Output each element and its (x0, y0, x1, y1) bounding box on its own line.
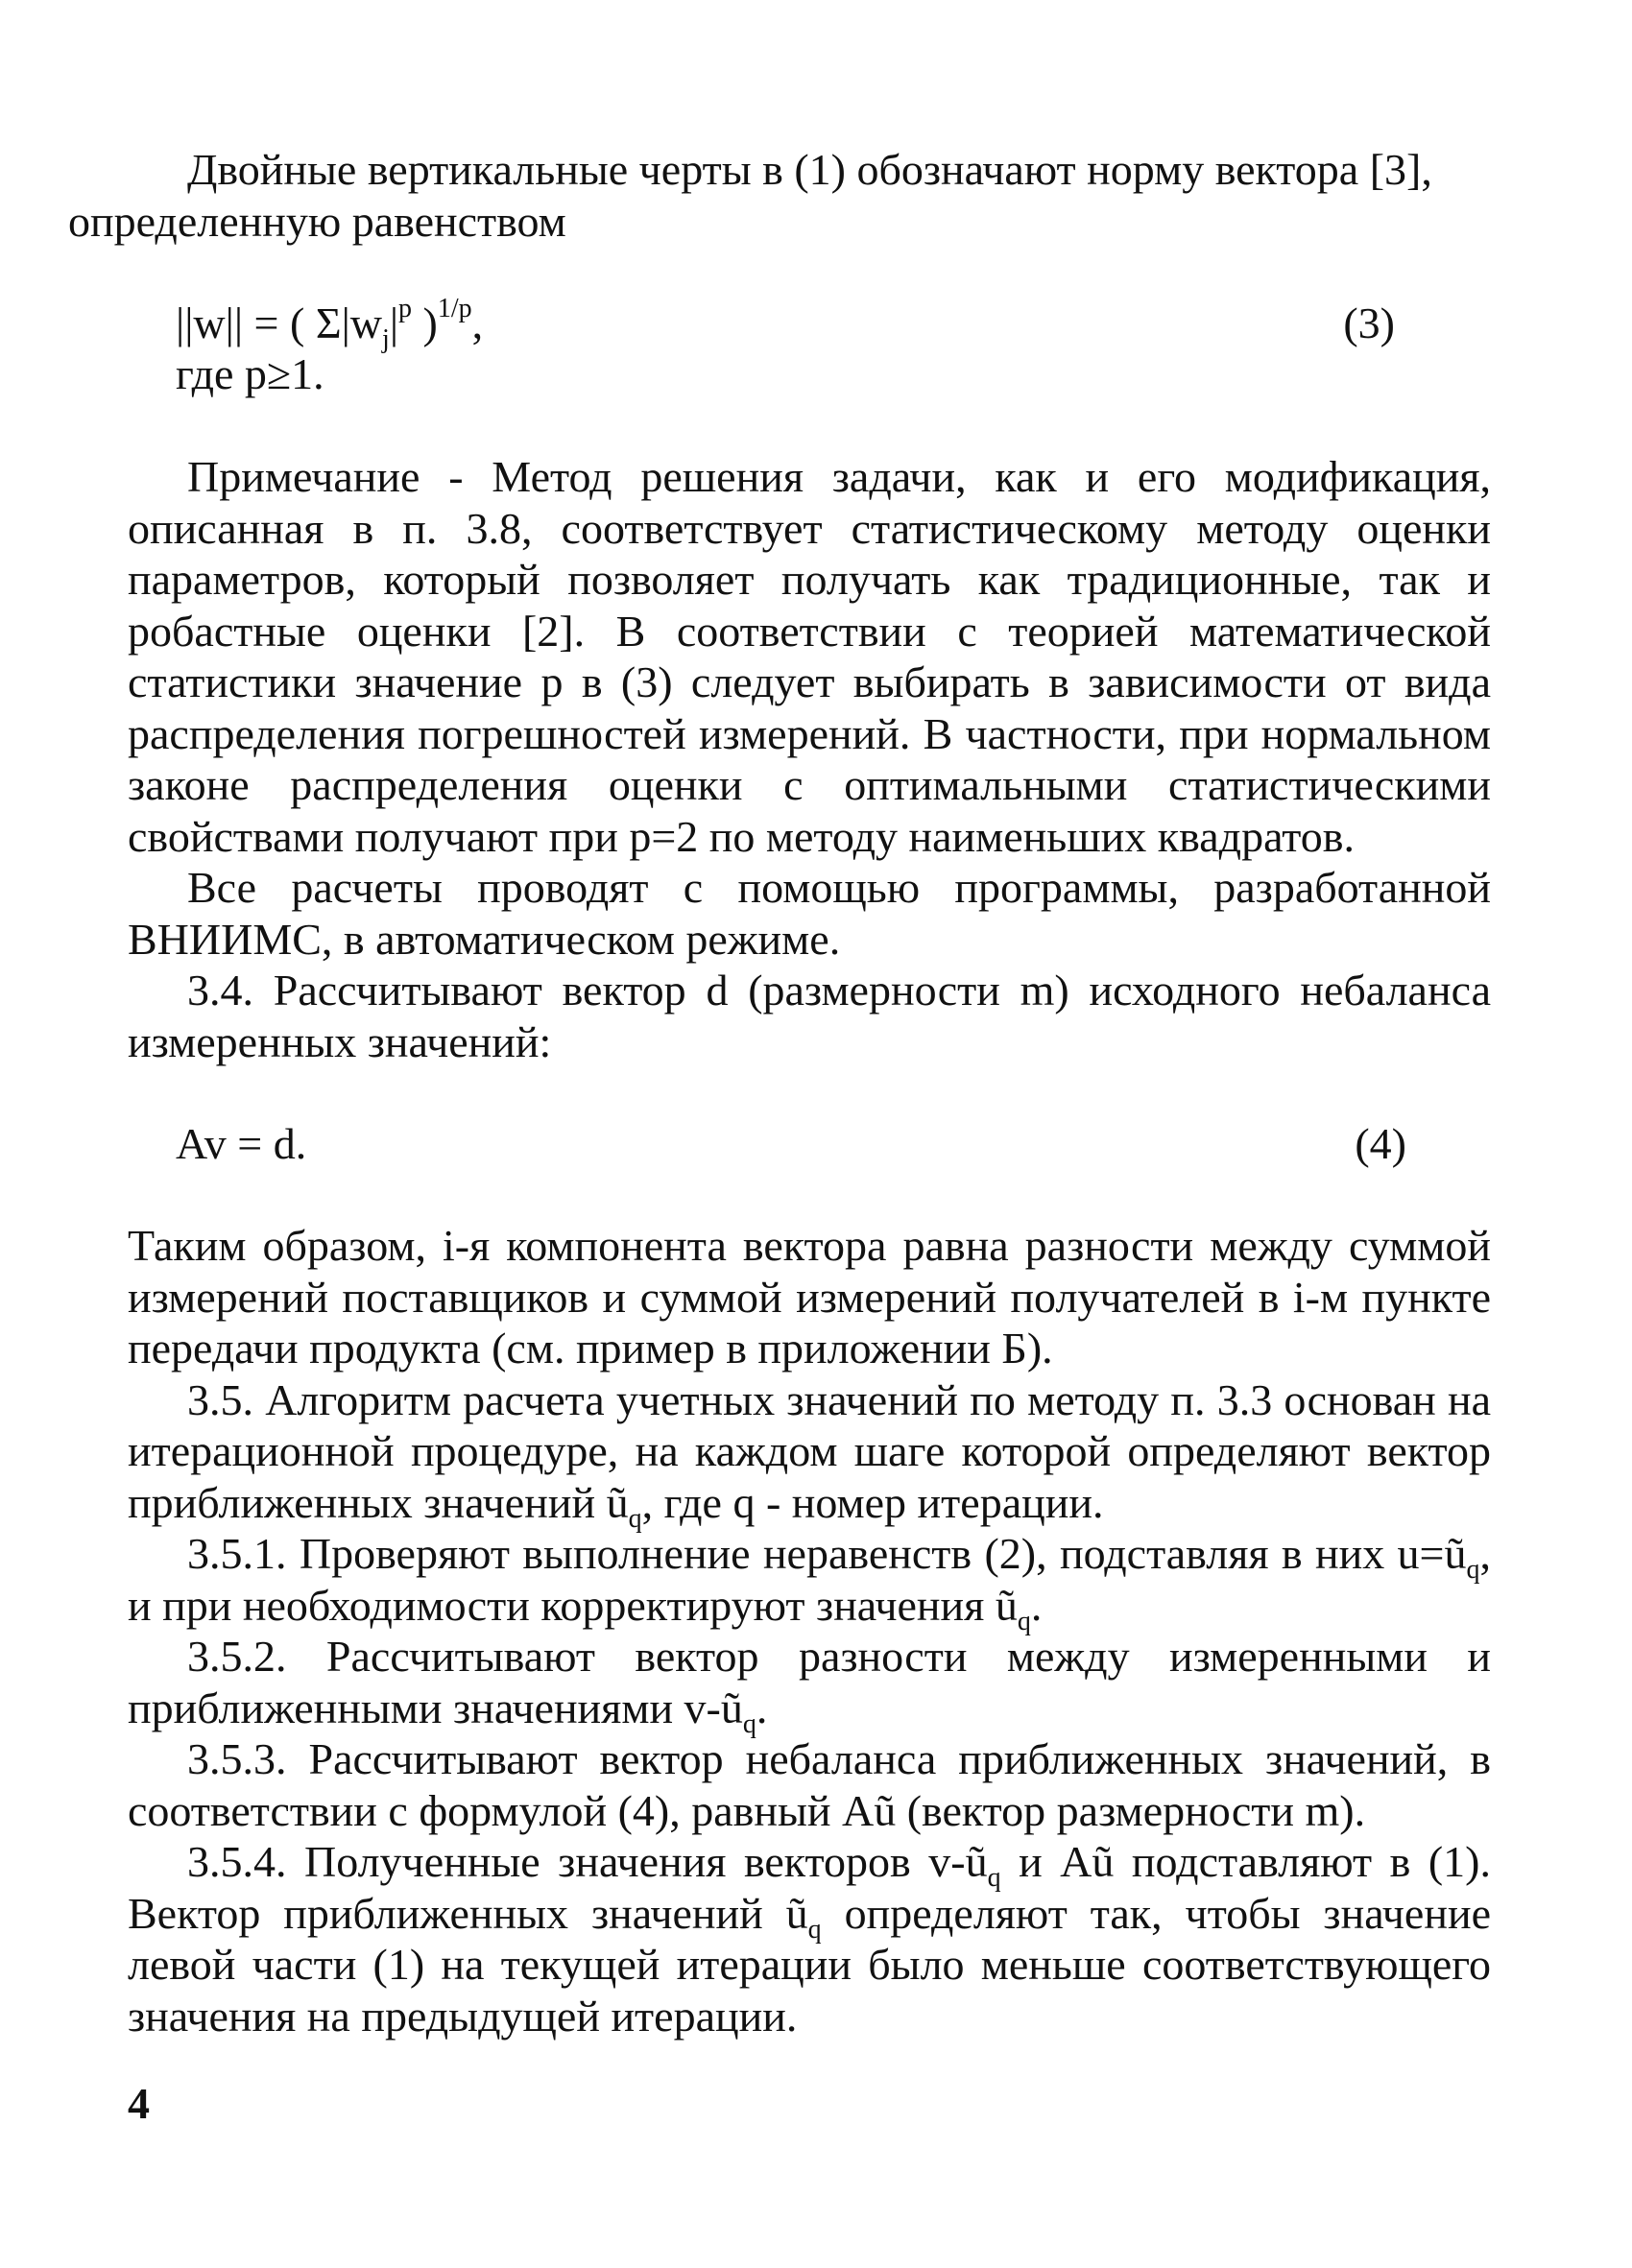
document-page (68, 144, 1491, 2041)
formula-4-number: (4) (1355, 1119, 1406, 1168)
intro-paragraph (68, 144, 1491, 247)
formula-3-where: где p≥1. (176, 349, 324, 398)
note-paragraph: Примечание - Метод решения задачи, как и его модификация, описанная в п. 3.8, соответствует статистическому методу оценки параметров, который позволяет получать как традиционные, так и робастные оценки [2]. В соответствии с теорией математической статистики значение p в (3) следует выбирать в зависимости от вида распределения погрешностей измерений. В частности, при нормальном законе распределения оценки с оптимальными статистическими свойствами получают при p=2 по методу наименьших квадратов. (128, 452, 1491, 861)
intro-line-1: Двойные вертикальные черты в (1) обозначают норму вектора [3], (187, 145, 1432, 194)
section-3-5-1: 3.5.1. Проверяют выполнение неравенств (2), подставляя в них $u=ũ_q$, и при необходимости корректируют значения $ũ_q$. (128, 1529, 1491, 1636)
section-3-5-4: 3.5.4. Полученные значения векторов $v-ũ_q$ и Aũ подставляют в (1). Вектор приближенных значений $ũ_q$ определяют так, чтобы значение левой части (1) на текущей итерации было меньше соответствующего значения на предыдущей итерации. (128, 1837, 1491, 2041)
formula-3: ||w|| = ( $\Sigma|w_j|^p$ )$^{1/p}$, (176, 294, 484, 354)
formula-3-number: (3) (1343, 298, 1395, 347)
formula-3-block (128, 294, 1491, 400)
formula-4: Av = d. (176, 1119, 307, 1168)
all-calc-paragraph: Все расчеты проводят с помощью программы, разработанной ВНИИМС, в автоматическом режиме. (128, 863, 1491, 964)
section-3-4: 3.4. Рассчитывают вектор d (размерности m) исходного небаланса измеренных значений: (128, 966, 1491, 1066)
page-number: 4 (128, 2079, 150, 2128)
section-3-5-3: 3.5.3. Рассчитывают вектор небаланса приближенных значений, в соответствии с формулой (4), равный Aũ (вектор размерности m). (128, 1734, 1491, 1835)
thus-paragraph: Таким образом, i-я компонента вектора равна разности между суммой измерений поставщиков и суммой измерений получателей в i-м пункте передачи продукта (см. пример в приложении Б). (128, 1221, 1491, 1373)
intro-line-2: определенную равенством (68, 196, 566, 246)
section-3-5-2: 3.5.2. Рассчитывают вектор разности между измеренными и приближенными значениями $v-ũ_q$. (128, 1632, 1491, 1739)
formula-4-block (128, 1118, 1491, 1169)
section-3-5: 3.5. Алгоритм расчета учетных значений по методу п. 3.3 основан на итерационной процедуре, на каждом шаге которой определяют вектор приближенных значений $ũ_q$, где q - номер итерации. (128, 1374, 1491, 1534)
